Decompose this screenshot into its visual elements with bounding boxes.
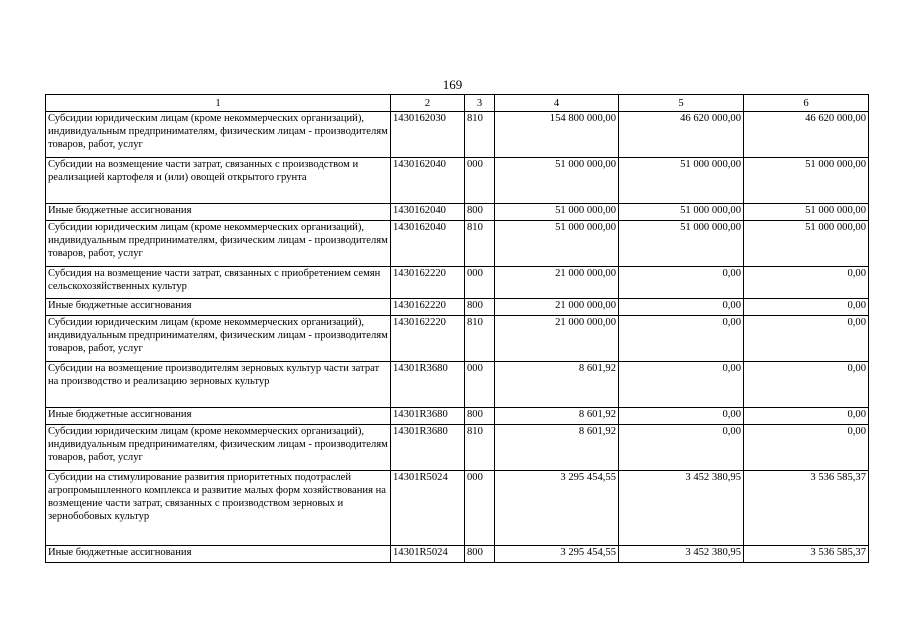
row-code: 14301R3680 [391,425,465,471]
row-value-5: 0,00 [619,362,744,408]
row-value-4: 3 295 454,55 [495,546,619,563]
row-value-5: 3 452 380,95 [619,471,744,546]
row-value-4: 8 601,92 [495,408,619,425]
row-name: Субсидии юридическим лицам (кроме некоммерческих организаций), индивидуальным предпринимателям, физическим лицам - производителям товаров, работ, услуг [46,112,391,158]
row-code: 1430162030 [391,112,465,158]
row-value-6: 51 000 000,00 [744,204,869,221]
row-value-5: 46 620 000,00 [619,112,744,158]
row-value-5: 0,00 [619,316,744,362]
row-name: Субсидия на возмещение части затрат, связанных с приобретением семян сельскохозяйственных культур [46,267,391,299]
row-kvr: 810 [465,221,495,267]
row-kvr: 810 [465,425,495,471]
table-row [46,316,869,362]
table-row [46,408,869,425]
row-value-6: 0,00 [744,267,869,299]
row-value-5: 51 000 000,00 [619,204,744,221]
row-value-5: 0,00 [619,425,744,471]
row-kvr: 800 [465,299,495,316]
row-value-4: 8 601,92 [495,362,619,408]
row-code: 1430162040 [391,221,465,267]
row-name: Субсидии на возмещение производителям зерновых культур части затрат на производство и реализацию зерновых культур [46,362,391,408]
row-code: 1430162220 [391,299,465,316]
row-value-6: 0,00 [744,408,869,425]
row-code: 1430162220 [391,316,465,362]
table-row [46,267,869,299]
row-name: Иные бюджетные ассигнования [46,408,391,425]
row-value-5: 51 000 000,00 [619,221,744,267]
budget-table [45,94,869,563]
table-row [46,204,869,221]
table-row [46,362,869,408]
column-header: 5 [619,95,744,112]
row-name: Субсидии на возмещение части затрат, связанных с производством и реализацией картофеля и (или) овощей открытого грунта [46,158,391,204]
row-kvr: 800 [465,204,495,221]
row-name: Субсидии на стимулирование развития приоритетных подотраслей агропромышленного комплекса и развитие малых форм хозяйствования на возмещение части затрат, связанных с производством зерновых и зернобобовых культур [46,471,391,546]
row-code: 14301R5024 [391,471,465,546]
row-kvr: 000 [465,362,495,408]
row-value-6: 0,00 [744,299,869,316]
table-row [46,299,869,316]
row-value-4: 154 800 000,00 [495,112,619,158]
column-header: 4 [495,95,619,112]
row-kvr: 000 [465,267,495,299]
row-code: 14301R3680 [391,408,465,425]
row-code: 14301R5024 [391,546,465,563]
row-value-6: 51 000 000,00 [744,158,869,204]
row-value-5: 0,00 [619,408,744,425]
table-row [46,221,869,267]
row-kvr: 810 [465,112,495,158]
row-kvr: 810 [465,316,495,362]
table-row [46,112,869,158]
table-row [46,546,869,563]
row-value-4: 21 000 000,00 [495,316,619,362]
row-value-6: 0,00 [744,316,869,362]
row-value-4: 8 601,92 [495,425,619,471]
row-value-4: 21 000 000,00 [495,299,619,316]
row-name: Субсидии юридическим лицам (кроме некоммерческих организаций), индивидуальным предпринимателям, физическим лицам - производителям товаров, работ, услуг [46,221,391,267]
row-value-6: 0,00 [744,425,869,471]
row-kvr: 800 [465,408,495,425]
row-name: Субсидии юридическим лицам (кроме некоммерческих организаций), индивидуальным предпринимателям, физическим лицам - производителям товаров, работ, услуг [46,316,391,362]
row-name: Иные бюджетные ассигнования [46,204,391,221]
row-value-6: 3 536 585,37 [744,471,869,546]
row-value-4: 3 295 454,55 [495,471,619,546]
row-value-5: 0,00 [619,267,744,299]
column-header: 2 [391,95,465,112]
row-value-5: 0,00 [619,299,744,316]
row-name: Иные бюджетные ассигнования [46,299,391,316]
row-value-5: 3 452 380,95 [619,546,744,563]
row-value-6: 46 620 000,00 [744,112,869,158]
row-value-6: 51 000 000,00 [744,221,869,267]
column-header: 1 [46,95,391,112]
row-code: 1430162040 [391,158,465,204]
table-row [46,425,869,471]
row-code: 1430162220 [391,267,465,299]
column-header: 6 [744,95,869,112]
table-header-row [46,95,869,112]
row-code: 1430162040 [391,204,465,221]
row-kvr: 000 [465,158,495,204]
table-row [46,158,869,204]
row-name: Иные бюджетные ассигнования [46,546,391,563]
row-name: Субсидии юридическим лицам (кроме некоммерческих организаций), индивидуальным предпринимателям, физическим лицам - производителям товаров, работ, услуг [46,425,391,471]
row-kvr: 800 [465,546,495,563]
row-value-6: 0,00 [744,362,869,408]
table-row [46,471,869,546]
row-value-4: 51 000 000,00 [495,158,619,204]
row-value-4: 51 000 000,00 [495,221,619,267]
page-number: 169 [442,77,463,92]
row-code: 14301R3680 [391,362,465,408]
row-value-6: 3 536 585,37 [744,546,869,563]
row-value-4: 21 000 000,00 [495,267,619,299]
row-kvr: 000 [465,471,495,546]
row-value-4: 51 000 000,00 [495,204,619,221]
column-header: 3 [465,95,495,112]
row-value-5: 51 000 000,00 [619,158,744,204]
